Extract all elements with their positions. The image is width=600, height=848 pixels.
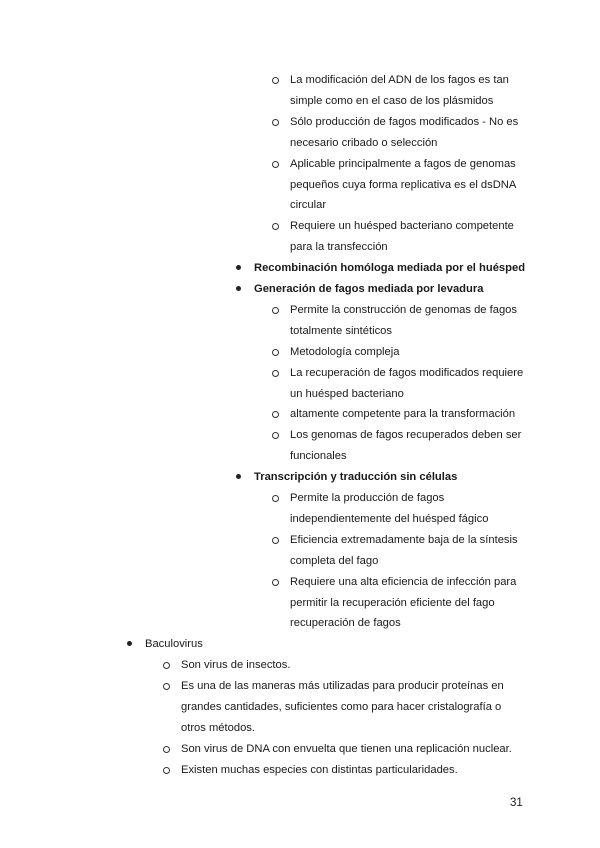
list-item-text: Requiere un huésped bacteriano competente bbox=[290, 220, 514, 233]
method-heading: Transcripción y traducción sin células bbox=[254, 471, 458, 484]
list-item-text: Permite la producción de fagos bbox=[290, 492, 445, 504]
hollow-bullet-icon bbox=[272, 370, 279, 377]
list-item-text: un huésped bacteriano bbox=[290, 387, 404, 400]
filled-bullet-icon bbox=[127, 641, 132, 646]
list-item-text: independientemente del huésped fágico bbox=[290, 512, 489, 525]
list-item-text: para la transfección bbox=[290, 241, 388, 254]
page-number: 31 bbox=[510, 797, 523, 809]
filled-bullet-icon bbox=[236, 474, 241, 479]
list-item-text: Es una de las maneras más utilizadas para producir proteínas en bbox=[181, 680, 504, 693]
hollow-bullet-icon bbox=[272, 223, 279, 230]
list-item-text: Los genomas de fagos recuperados deben ser bbox=[290, 429, 522, 442]
list-item-text: funcionales bbox=[290, 450, 347, 463]
hollow-bullet-icon bbox=[163, 683, 170, 690]
list-item-text: Son virus de DNA con envuelta que tienen una replicación nuclear. bbox=[181, 742, 512, 755]
list-item-text: necesario cribado o selección bbox=[290, 136, 438, 149]
list-item-text: permitir la recuperación eficiente del fago bbox=[290, 596, 495, 609]
list-item-text: Son virus de insectos. bbox=[181, 659, 291, 672]
list-item-text: Permite la construcción de genomas de fagos bbox=[290, 303, 517, 316]
list-item-text: Sólo producción de fagos modificados - No es bbox=[290, 115, 519, 128]
hollow-bullet-icon bbox=[272, 432, 279, 439]
filled-bullet-icon bbox=[236, 265, 241, 270]
list-item-text: completa del fago bbox=[290, 554, 379, 567]
hollow-bullet-icon bbox=[163, 767, 170, 774]
list-item-text: simple como en el caso de los plásmidos bbox=[290, 94, 494, 107]
list-item-text: Requiere una alta eficiencia de infección para bbox=[290, 575, 517, 588]
hollow-bullet-icon bbox=[272, 495, 279, 502]
list-item-text: altamente competente para la transformación bbox=[290, 408, 516, 421]
hollow-bullet-icon bbox=[272, 411, 279, 418]
list-item-text: La recuperación de fagos modificados requiere bbox=[290, 366, 524, 379]
list-item-text: otros métodos. bbox=[181, 721, 255, 734]
list-item-text: circular bbox=[290, 199, 327, 212]
hollow-bullet-icon bbox=[272, 119, 279, 126]
hollow-bullet-icon bbox=[272, 349, 279, 356]
section-heading: Baculovirus bbox=[145, 638, 203, 651]
hollow-bullet-icon bbox=[272, 161, 279, 168]
hollow-bullet-icon bbox=[272, 579, 279, 586]
list-item-text: Existen muchas especies con distintas particularidades. bbox=[181, 763, 458, 776]
hollow-bullet-icon bbox=[163, 662, 170, 669]
list-item-text: Metodología compleja bbox=[290, 345, 400, 358]
list-item-text: grandes cantidades, suficientes como para hacer cristalografía o bbox=[181, 701, 502, 713]
hollow-bullet-icon bbox=[272, 537, 279, 544]
list-item-text: totalmente sintéticos bbox=[290, 324, 392, 337]
method-heading: Generación de fagos mediada por levadura bbox=[254, 283, 484, 295]
filled-bullet-icon bbox=[236, 286, 241, 291]
list-item-text: recuperación de fagos bbox=[290, 617, 401, 630]
list-item-text: La modificación del ADN de los fagos es tan bbox=[290, 74, 509, 86]
list-item-text: Eficiencia extremadamente baja de la síntesis bbox=[290, 533, 518, 546]
hollow-bullet-icon bbox=[272, 307, 279, 314]
hollow-bullet-icon bbox=[163, 746, 170, 753]
list-item-text: Aplicable principalmente a fagos de genomas bbox=[290, 157, 516, 170]
list-item-text: pequeños cuya forma replicativa es el dsDNA bbox=[290, 178, 517, 191]
method-heading: Recombinación homóloga mediada por el huésped bbox=[254, 262, 526, 275]
hollow-bullet-icon bbox=[272, 77, 279, 84]
